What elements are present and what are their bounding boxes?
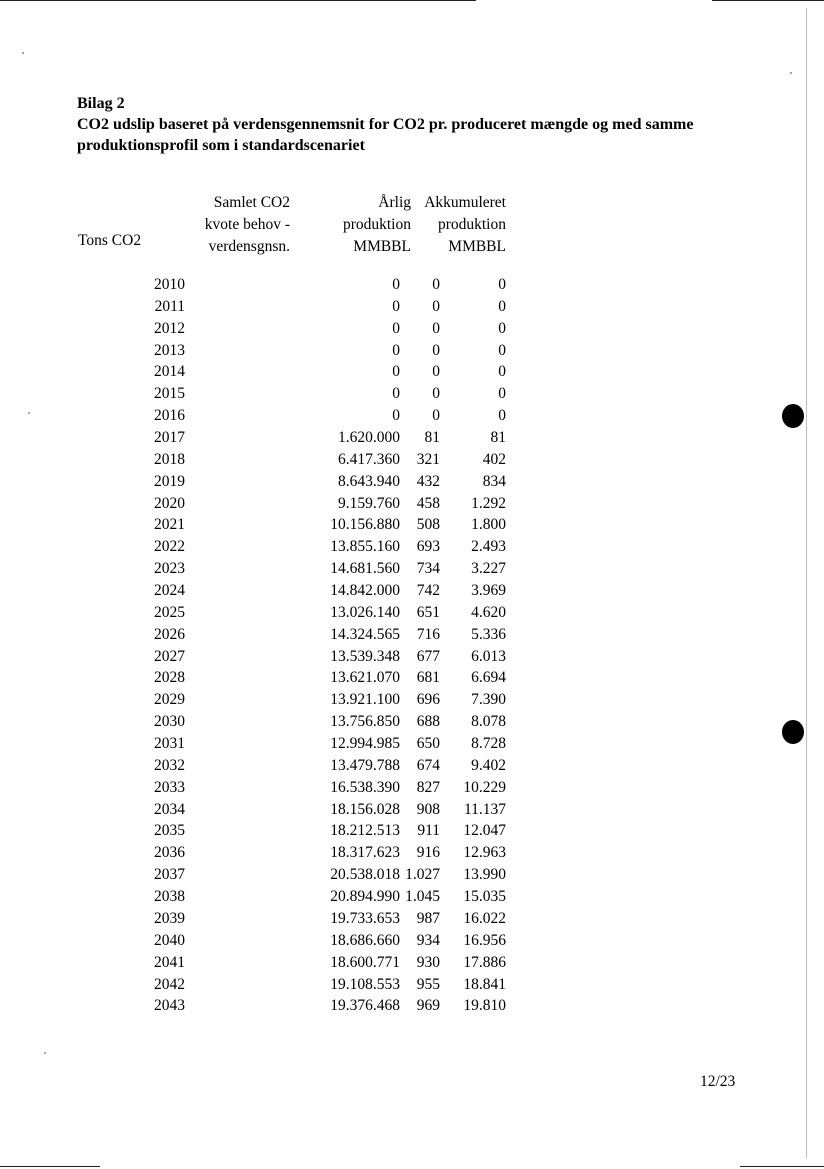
accumulated-production-cell: 16.956 [463,931,506,949]
annual-production-cell: 716 [416,625,440,643]
total-co2-cell: 14.324.565 [330,625,400,643]
accumulated-production-cell: 15.035 [463,888,506,906]
accumulated-production-cell: 19.810 [463,997,506,1015]
total-co2-cell: 14.842.000 [330,582,400,600]
document-title-line-2: produktionsprofil som i standardscenariet [77,137,365,154]
right-scan-edge [806,8,807,1158]
accumulated-production-cell: 81 [490,429,506,447]
accumulated-production-cell: 11.137 [463,800,506,818]
year-cell: 2031 [154,735,185,753]
annual-production-cell: 321 [416,450,440,468]
accumulated-production-cell: 6.013 [471,647,506,665]
header-line: Akkumuleret [424,194,506,211]
header-line: MMBBL [353,238,411,255]
bottom-right-scan-edge [740,1166,824,1167]
total-co2-cell: 18.212.513 [330,822,400,840]
total-co2-cell: 13.026.140 [330,603,400,621]
year-cell: 2010 [154,276,185,293]
bottom-left-scan-edge [0,1166,100,1167]
year-cell: 2032 [154,756,185,774]
total-co2-cell: 1.620.000 [338,429,400,447]
annual-production-cell: 911 [417,822,440,840]
total-co2-cell: 18.317.623 [330,844,400,862]
total-co2-cell: 19.733.653 [330,909,400,927]
annual-production-cell: 650 [416,735,440,753]
header-line: produktion [342,216,411,233]
total-co2-cell: 0 [392,341,400,359]
annual-production-cell: 677 [416,647,440,665]
annual-production-cell: 651 [416,603,440,621]
accumulated-production-cell: 1.292 [471,494,506,512]
annual-production-cell: 508 [416,516,440,534]
document-heading [77,93,777,156]
header-line: kvote behov - [204,216,290,233]
header-line: Årlig [378,194,411,211]
year-cell: 2025 [154,603,185,621]
total-co2-cell: 0 [392,319,400,337]
total-co2-cell: 13.756.850 [330,713,400,731]
total-co2-cell: 0 [392,363,400,381]
total-co2-cell: 18.600.771 [330,953,400,971]
year-cell: 2019 [154,472,185,490]
year-cell: 2021 [154,516,185,534]
accumulated-production-cell: 0 [498,297,506,315]
annual-production-cell: 696 [416,691,440,709]
total-co2-cell: 13.855.160 [330,538,400,556]
annual-production-cell: 969 [416,997,440,1015]
year-cell: 2027 [154,647,185,665]
accumulated-production-cell: 10.229 [463,778,506,796]
year-cell: 2030 [154,713,185,731]
total-co2-cell: 13.479.788 [330,756,400,774]
accumulated-production-cell: 0 [498,341,506,359]
total-co2-cell: 12.994.985 [330,735,400,753]
scan-speck [28,412,30,414]
accumulated-production-cell: 1.800 [471,516,506,534]
year-cell: 2013 [154,341,185,359]
total-co2-cell: 0 [392,385,400,403]
annual-production-cell: 930 [416,953,440,971]
annual-production-cell: 955 [416,975,440,993]
header-line: Samlet CO2 [213,194,290,211]
total-co2-cell: 18.156.028 [330,800,400,818]
annual-production-cell: 916 [416,844,440,862]
accumulated-production-cell: 7.390 [471,691,506,709]
scan-speck [44,1052,46,1054]
annual-production-cell: 688 [416,713,440,731]
year-cell: 2015 [154,385,185,403]
total-co2-cell: 18.686.660 [330,931,400,949]
accumulated-production-cell: 0 [498,407,506,425]
total-co2-cell: 16.538.390 [330,778,400,796]
total-co2-cell: 13.621.070 [330,669,400,687]
year-cell: 2034 [154,800,185,818]
annual-production-cell: 0 [432,276,440,293]
annual-production-cell: 81 [424,429,440,447]
accumulated-production-cell: 17.886 [463,953,506,971]
annual-production-cell: 0 [432,341,440,359]
accumulated-production-cell: 8.078 [471,713,506,731]
year-cell: 2035 [154,822,185,840]
year-cell: 2043 [154,997,185,1015]
accumulated-production-cell: 13.990 [463,866,506,884]
year-cell: 2020 [154,494,185,512]
year-cell: 2018 [154,450,185,468]
accumulated-production-cell: 18.841 [463,975,506,993]
accumulated-production-cell: 0 [498,319,506,337]
accumulated-production-cell: 8.728 [471,735,506,753]
accumulated-production-cell: 402 [482,450,506,468]
top-scan-edge [0,0,476,1]
annual-production-cell: 987 [416,909,440,927]
accumulated-production-cell: 12.963 [463,844,506,862]
annual-production-cell: 458 [416,494,440,512]
annual-production-cell: 0 [432,297,440,315]
year-cell: 2028 [154,669,185,687]
accumulated-production-cell: 12.047 [463,822,506,840]
total-co2-cell: 13.921.100 [330,691,400,709]
year-cell: 2039 [154,909,185,927]
total-co2-cell: 6.417.360 [338,450,400,468]
year-cell: 2037 [154,866,185,884]
year-cell: 2017 [154,429,185,447]
header-line: verdensgnsn. [208,238,290,255]
accumulated-production-cell: 0 [498,385,506,403]
annual-production-cell: 908 [416,800,440,818]
page-number: 12/23 [700,1073,736,1090]
annual-production-cell: 742 [416,582,440,600]
total-co2-cell: 0 [392,297,400,315]
year-cell: 2026 [154,625,185,643]
column-header-annual-production [320,192,411,258]
total-co2-cell: 19.108.553 [330,975,400,993]
accumulated-production-cell: 3.969 [471,582,506,600]
header-line: produktion [437,216,506,233]
accumulated-production-cell: 0 [498,363,506,381]
accumulated-production-cell: 2.493 [471,538,506,556]
year-cell: 2029 [154,691,185,709]
column-header-accumulated-production [410,192,506,258]
total-co2-cell: 19.376.468 [330,997,400,1015]
year-cell: 2012 [154,319,185,337]
accumulated-production-cell: 0 [498,276,506,293]
year-cell: 2033 [154,778,185,796]
total-co2-cell: 8.643.940 [338,472,400,490]
total-co2-cell: 20.894.990 [330,888,400,906]
top-right-scan-edge [712,0,824,1]
annual-production-cell: 693 [416,538,440,556]
total-co2-cell: 9.159.760 [338,494,400,512]
year-cell: 2036 [154,844,185,862]
accumulated-production-cell: 16.022 [463,909,506,927]
annual-production-cell: 734 [416,560,440,578]
column-header-total-co2 [190,192,290,258]
accumulated-production-cell: 9.402 [471,756,506,774]
year-cell: 2022 [154,538,185,556]
total-co2-cell: 20.538.018 [330,866,400,884]
annual-production-cell: 674 [416,756,440,774]
annual-production-cell: 0 [432,319,440,337]
header-line: MMBBL [448,238,506,255]
annual-production-cell: 1.027 [405,866,440,884]
corner-header: Tons CO2 [78,232,142,249]
total-co2-cell: 10.156.880 [330,516,400,534]
accumulated-production-cell: 3.227 [471,560,506,578]
year-cell: 2024 [154,582,185,600]
punch-hole-lower [782,720,804,744]
annual-production-cell: 0 [432,363,440,381]
scan-speck [790,72,792,74]
accumulated-production-cell: 6.694 [471,669,506,687]
total-co2-cell: 0 [392,276,400,293]
total-co2-cell: 0 [392,407,400,425]
year-cell: 2040 [154,931,185,949]
year-cell: 2014 [154,363,185,381]
scan-speck [22,52,24,54]
annual-production-cell: 934 [416,931,440,949]
annual-production-cell: 432 [416,472,440,490]
annual-production-cell: 0 [432,407,440,425]
year-cell: 2042 [154,975,185,993]
annual-production-cell: 1.045 [405,888,440,906]
punch-hole-upper [782,404,804,428]
accumulated-production-cell: 5.336 [471,625,506,643]
annual-production-cell: 0 [432,385,440,403]
year-cell: 2011 [154,297,185,315]
year-cell: 2023 [154,560,185,578]
document-title-line-1: CO2 udslip baseret på verdensgennemsnit for CO2 pr. produceret mængde og med samme [77,116,694,133]
total-co2-cell: 13.539.348 [330,647,400,665]
year-cell: 2041 [154,953,185,971]
total-co2-cell: 14.681.560 [330,560,400,578]
annual-production-cell: 681 [416,669,440,687]
annex-title: Bilag 2 [77,95,125,112]
year-cell: 2038 [154,888,185,906]
year-cell: 2016 [154,407,185,425]
accumulated-production-cell: 834 [482,472,506,490]
accumulated-production-cell: 4.620 [471,603,506,621]
annual-production-cell: 827 [416,778,440,796]
